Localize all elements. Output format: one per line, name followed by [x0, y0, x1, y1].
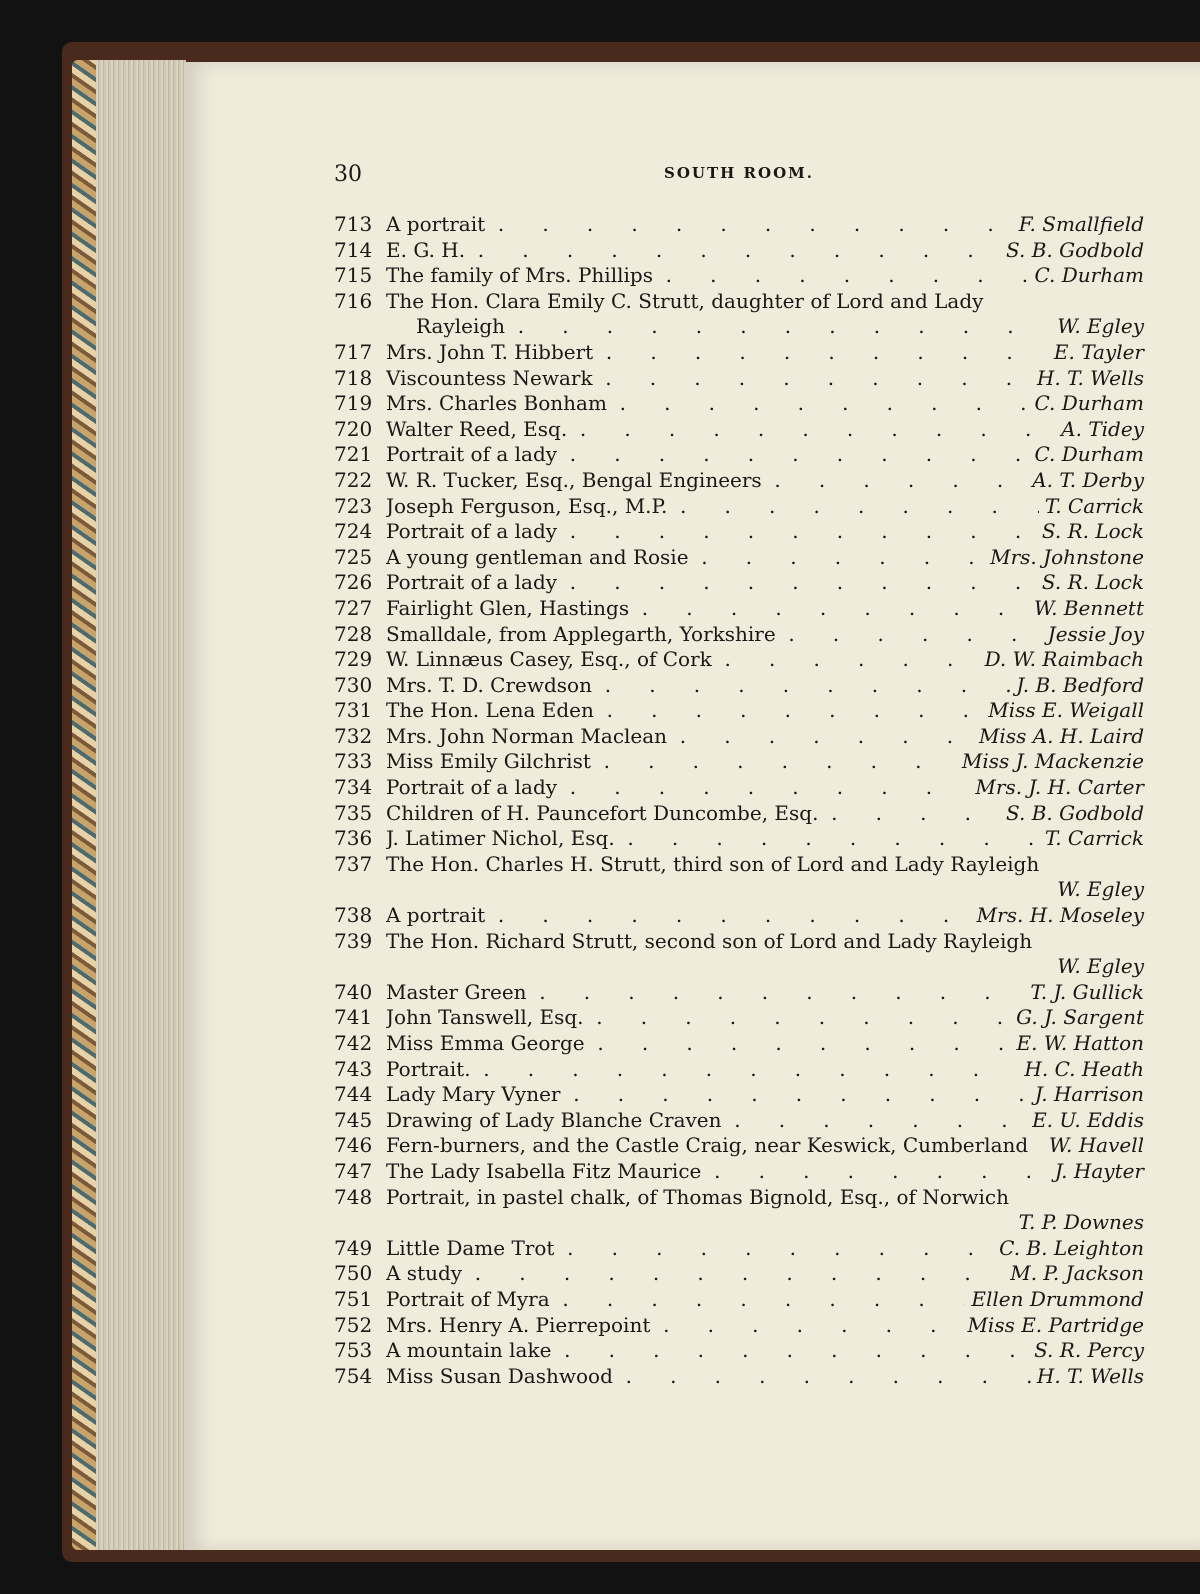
catalogue-entry	[334, 673, 1144, 699]
entry-row	[334, 289, 1144, 315]
entry-artist: W. Egley	[1057, 954, 1144, 979]
catalogue-entry	[334, 826, 1144, 852]
entry-title: The Hon. Richard Strutt, second son of Lord and Lady Rayleigh	[386, 928, 1033, 953]
entry-row	[334, 1005, 1144, 1031]
catalogue-entry	[334, 1005, 1144, 1031]
entry-artist: W. Bennett	[1034, 595, 1144, 620]
entry-artist: C. Durham	[1034, 442, 1144, 467]
entry-title: A mountain lake .	[386, 1338, 1028, 1364]
entry-title: Fern-burners, and the Castle Craig, near Keswick, Cumberland	[386, 1133, 1029, 1158]
entry-title: J. Latimer Nichol, Esq. .	[386, 826, 1039, 852]
entry-title: Master Green .	[386, 980, 1024, 1006]
entry-title: The Lady Isabella Fitz Maurice .	[386, 1159, 1049, 1185]
entry-artist: T. J. Gullick	[1030, 979, 1144, 1004]
catalogue-entry	[334, 1031, 1144, 1057]
entry-artist: C. Durham	[1034, 391, 1144, 416]
entry-title: The family of Mrs. Phillips .	[386, 263, 1028, 289]
entry-number: 719	[334, 391, 373, 416]
entry-title: Little Dame Trot .	[386, 1236, 993, 1262]
entry-artist: Mrs. H. Moseley	[976, 903, 1144, 928]
catalogue-entry	[334, 903, 1144, 929]
entry-number: 745	[334, 1107, 373, 1132]
entry-number: 735	[334, 800, 373, 825]
entry-number: 728	[334, 621, 373, 646]
entry-row	[334, 238, 1144, 264]
entry-number: 742	[334, 1031, 373, 1055]
entry-number: 732	[334, 723, 373, 748]
entry-title: Miss Emma George .	[386, 1031, 1011, 1057]
entry-row	[334, 801, 1144, 827]
entry-number: 729	[334, 647, 373, 672]
entry-row	[334, 647, 1144, 673]
entry-artist: Mrs. J. H. Carter	[975, 775, 1144, 800]
entry-title: Walter Reed, Esq. .	[386, 417, 1055, 443]
entry-row	[334, 417, 1144, 443]
entry-artist: T. Carrick	[1044, 826, 1144, 851]
entry-number: 734	[334, 775, 373, 800]
entry-row	[334, 852, 1144, 878]
entry-number: 720	[334, 416, 373, 441]
entry-number: 718	[334, 365, 373, 390]
entry-row	[334, 622, 1144, 648]
entry-title: Mrs. Charles Bonham .	[386, 391, 1028, 417]
entry-title: Portrait of a lady .	[386, 775, 969, 801]
entry-artist: S. B. Godbold	[1006, 237, 1144, 262]
entry-row	[334, 519, 1144, 545]
entry-number: 744	[334, 1082, 373, 1107]
catalogue-entry	[334, 263, 1144, 289]
entry-title: Lady Mary Vyner .	[386, 1082, 1029, 1108]
entry-number: 747	[334, 1158, 373, 1183]
entry-artist: Miss E. Weigall	[988, 698, 1144, 723]
entry-title: The Hon. Lena Eden .	[386, 698, 982, 724]
entry-number: 739	[334, 928, 373, 953]
entry-row	[334, 1031, 1144, 1057]
entry-title-continued: Rayleigh .	[334, 314, 1051, 340]
entry-title: A portrait .	[386, 903, 971, 929]
entry-number: 752	[334, 1312, 373, 1337]
entry-number: 717	[334, 339, 373, 364]
catalogue-entry	[334, 417, 1144, 443]
entry-title: Miss Susan Dashwood .	[386, 1364, 1031, 1390]
entry-number: 749	[334, 1235, 373, 1260]
entry-artist: H. T. Wells	[1036, 1363, 1144, 1388]
entry-number: 716	[334, 288, 373, 313]
entry-row	[334, 826, 1144, 852]
catalogue-entry	[334, 1364, 1144, 1390]
entry-artist: W. Havell	[1048, 1133, 1144, 1158]
entry-number: 736	[334, 826, 373, 851]
entry-number: 731	[334, 698, 373, 723]
catalogue-entry	[334, 1108, 1144, 1134]
catalogue-entry	[334, 519, 1144, 545]
catalogue-entry	[334, 366, 1144, 392]
entry-title: Portrait, in pastel chalk, of Thomas Bignold, Esq., of Norwich	[386, 1184, 1009, 1209]
catalogue-entry	[334, 340, 1144, 366]
entry-artist: E. W. Hatton	[1016, 1031, 1144, 1055]
entry-artist: J. Hayter	[1054, 1158, 1144, 1183]
entry-row	[334, 263, 1144, 289]
entry-number: 741	[334, 1005, 373, 1030]
entry-number: 753	[334, 1338, 373, 1363]
entry-artist: Miss J. Mackenzie	[961, 749, 1144, 774]
entry-row	[334, 391, 1144, 417]
entry-row	[334, 1287, 1144, 1313]
entry-number: 740	[334, 979, 373, 1004]
entry-row	[334, 1159, 1144, 1185]
entry-title: A portrait .	[386, 212, 1013, 238]
entry-artist: W. Egley	[1057, 877, 1144, 902]
entry-row	[334, 749, 1144, 775]
entry-number: 750	[334, 1261, 373, 1286]
page-header	[334, 162, 1144, 212]
entry-number: 746	[334, 1133, 373, 1158]
entry-row	[334, 442, 1144, 468]
entry-number: 737	[334, 851, 373, 876]
entry-title: The Hon. Clara Emily C. Strutt, daughter of Lord and Lady	[386, 288, 984, 313]
entry-number: 733	[334, 749, 373, 774]
entry-title: W. R. Tucker, Esq., Bengal Engineers .	[386, 468, 1026, 494]
catalogue-entry	[334, 468, 1144, 494]
entry-row	[334, 1261, 1144, 1287]
entry-row	[334, 980, 1144, 1006]
entry-artist: Miss E. Partridge	[967, 1312, 1144, 1337]
entry-row	[334, 673, 1144, 699]
entry-number: 724	[334, 519, 373, 544]
entry-artist: T. P. Downes	[1018, 1210, 1144, 1235]
catalogue-entry	[334, 545, 1144, 571]
entry-title: Portrait of a lady .	[386, 570, 1036, 596]
entry-artist: A. T. Derby	[1032, 467, 1144, 492]
catalogue-entry	[334, 570, 1144, 596]
entry-title: Smalldale, from Applegarth, Yorkshire .	[386, 622, 1042, 648]
entry-title: Mrs. John T. Hibbert .	[386, 340, 1048, 366]
catalogue-entry	[334, 1287, 1144, 1313]
entry-artist: S. R. Lock	[1041, 570, 1144, 595]
entry-title: Joseph Ferguson, Esq., M.P. .	[386, 494, 1039, 520]
entry-title: Children of H. Pauncefort Duncombe, Esq. .	[386, 801, 1000, 827]
entry-row	[334, 570, 1144, 596]
entry-artist: H. C. Heath	[1024, 1056, 1144, 1081]
entry-artist: Miss A. H. Laird	[978, 723, 1144, 748]
entry-title: Portrait of a lady .	[386, 442, 1028, 468]
entry-number: 754	[334, 1363, 373, 1388]
catalogue-entry	[334, 494, 1144, 520]
catalogue-entry	[334, 929, 1144, 980]
entry-row	[334, 1057, 1144, 1083]
entry-number: 726	[334, 570, 373, 595]
section-title: SOUTH ROOM.	[664, 164, 814, 182]
entry-title: A study .	[386, 1261, 1004, 1287]
entry-artist: F. Smallfield	[1018, 212, 1144, 236]
entry-row	[334, 929, 1144, 955]
entry-row	[334, 1338, 1144, 1364]
entry-row	[334, 1133, 1144, 1159]
catalogue-entry	[334, 852, 1144, 903]
entry-row	[334, 903, 1144, 929]
entry-number: 722	[334, 467, 373, 492]
catalogue-entry	[334, 647, 1144, 673]
catalogue-entry	[334, 749, 1144, 775]
entry-artist: D. W. Raimbach	[984, 647, 1144, 672]
entry-title: W. Linnæus Casey, Esq., of Cork .	[386, 647, 979, 673]
entry-list	[334, 212, 1144, 1389]
entry-title: Portrait of a lady .	[386, 519, 1036, 545]
catalogue-entry	[334, 289, 1144, 340]
entry-row	[334, 596, 1144, 622]
entry-title: Drawing of Lady Blanche Craven .	[386, 1108, 1026, 1134]
entry-artist: G. J. Sargent	[1016, 1005, 1144, 1030]
catalogue-entry	[334, 980, 1144, 1006]
catalogue-entry	[334, 1133, 1144, 1159]
entry-artist: J. Harrison	[1034, 1082, 1144, 1107]
entry-row	[334, 366, 1144, 392]
catalogue-entry	[334, 238, 1144, 264]
page-content	[334, 162, 1144, 1389]
catalogue-entry	[334, 212, 1144, 238]
entry-artist: S. B. Godbold	[1006, 800, 1144, 825]
entry-row	[334, 494, 1144, 520]
catalogue-entry	[334, 391, 1144, 417]
entry-artist: M. P. Jackson	[1010, 1261, 1144, 1286]
catalogue-entry	[334, 1261, 1144, 1287]
catalogue-entry	[334, 724, 1144, 750]
entry-number: 748	[334, 1184, 373, 1209]
catalogue-entry	[334, 775, 1144, 801]
entry-row	[334, 775, 1144, 801]
entry-row	[334, 212, 1144, 238]
entry-artist: Ellen Drummond	[971, 1286, 1144, 1311]
entry-row	[334, 724, 1144, 750]
entry-title: Fairlight Glen, Hastings .	[386, 596, 1028, 622]
entry-artist: J. B. Bedford	[1016, 672, 1144, 697]
page-number: 30	[334, 162, 362, 187]
entry-number: 727	[334, 595, 373, 620]
entry-row	[334, 1313, 1144, 1339]
entry-title: Portrait. .	[386, 1057, 1018, 1083]
entry-artist: S. R. Lock	[1041, 519, 1144, 544]
catalogue-entry	[334, 1159, 1144, 1185]
entry-title: A young gentleman and Rosie .	[386, 545, 984, 571]
entry-title: John Tanswell, Esq. .	[386, 1005, 1010, 1031]
entry-row	[334, 1185, 1144, 1211]
catalogue-entry	[334, 1236, 1144, 1262]
entry-row	[334, 698, 1144, 724]
catalogue-entry	[334, 1313, 1144, 1339]
catalogue-page	[184, 62, 1200, 1550]
entry-title: E. G. H. .	[386, 238, 1000, 264]
page-edges	[96, 60, 186, 1550]
entry-artist: H. T. Wells	[1036, 365, 1144, 390]
entry-artist: S. R. Percy	[1034, 1338, 1144, 1363]
entry-artist: C. Durham	[1034, 263, 1144, 288]
entry-row	[334, 314, 1144, 340]
entry-artist: C. B. Leighton	[999, 1235, 1144, 1260]
entry-artist: Jessie Joy	[1047, 621, 1144, 646]
catalogue-entry	[334, 1057, 1144, 1083]
catalogue-entry	[334, 1185, 1144, 1236]
entry-number: 715	[334, 263, 373, 288]
entry-number: 714	[334, 237, 373, 262]
catalogue-entry	[334, 1338, 1144, 1364]
catalogue-entry	[334, 801, 1144, 827]
entry-row	[334, 468, 1144, 494]
entry-row	[334, 545, 1144, 571]
entry-number: 713	[334, 212, 373, 236]
entry-title: Mrs. T. D. Crewdson .	[386, 673, 1010, 699]
entry-title: Portrait of Myra .	[386, 1287, 965, 1313]
entry-title: Mrs. Henry A. Pierrepoint .	[386, 1313, 961, 1339]
entry-number: 721	[334, 442, 373, 467]
entry-title: Viscountess Newark .	[386, 366, 1031, 392]
entry-title: Mrs. John Norman Maclean .	[386, 724, 973, 750]
catalogue-entry	[334, 1082, 1144, 1108]
entry-row	[334, 1364, 1144, 1390]
entry-title: Miss Emily Gilchrist .	[386, 749, 956, 775]
entry-number: 723	[334, 493, 373, 518]
entry-row	[334, 1108, 1144, 1134]
entry-number: 743	[334, 1056, 373, 1081]
catalogue-entry	[334, 698, 1144, 724]
entry-row	[334, 1082, 1144, 1108]
entry-artist: T. Carrick	[1044, 493, 1144, 518]
entry-number: 751	[334, 1286, 373, 1311]
entry-number: 738	[334, 903, 373, 928]
catalogue-entry	[334, 622, 1144, 648]
catalogue-entry	[334, 596, 1144, 622]
entry-artist: A. Tidey	[1061, 416, 1144, 441]
entry-row	[334, 340, 1144, 366]
entry-title: The Hon. Charles H. Strutt, third son of Lord and Lady Rayleigh	[386, 851, 1040, 876]
entry-artist: E. U. Eddis	[1032, 1107, 1144, 1132]
catalogue-entry	[334, 442, 1144, 468]
entry-number: 725	[334, 544, 373, 569]
entry-artist: Mrs. Johnstone	[990, 544, 1144, 569]
entry-artist: E. Tayler	[1053, 339, 1144, 364]
entry-number: 730	[334, 672, 373, 697]
entry-artist: W. Egley	[1057, 314, 1144, 339]
entry-row	[334, 1236, 1144, 1262]
